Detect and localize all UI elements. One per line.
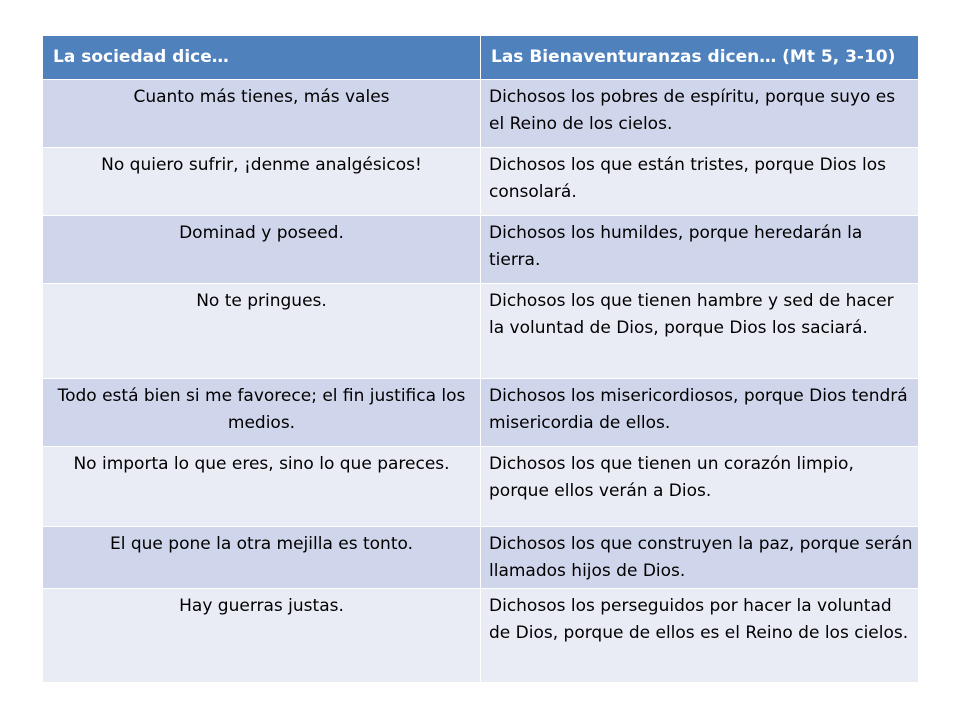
society-cell: No quiero sufrir, ¡denme analgésicos!	[43, 148, 481, 216]
table-row	[43, 148, 919, 216]
society-cell: No te pringues.	[43, 284, 481, 379]
table-row	[43, 589, 919, 683]
beatitude-cell: Dichosos los pobres de espíritu, porque suyo es el Reino de los cielos.	[481, 80, 919, 148]
society-cell: Todo está bien si me favorece; el fin justifica los medios.	[43, 379, 481, 447]
beatitude-cell: Dichosos los que tienen un corazón limpio, porque ellos verán a Dios.	[481, 447, 919, 527]
society-cell: No importa lo que eres, sino lo que pareces.	[43, 447, 481, 527]
beatitude-cell: Dichosos los perseguidos por hacer la voluntad de Dios, porque de ellos es el Reino de los cielos.	[481, 589, 919, 683]
header-society: La sociedad dice…	[43, 36, 481, 80]
table-row	[43, 284, 919, 379]
society-cell: Cuanto más tienes, más vales	[43, 80, 481, 148]
table-row	[43, 379, 919, 447]
comparison-table	[42, 35, 919, 683]
beatitude-cell: Dichosos los humildes, porque heredarán la tierra.	[481, 216, 919, 284]
header-beatitudes: Las Bienaventuranzas dicen… (Mt 5, 3-10)	[481, 36, 919, 80]
table-header-row	[43, 36, 919, 80]
table-row	[43, 527, 919, 589]
table-row	[43, 80, 919, 148]
beatitude-cell: Dichosos los misericordiosos, porque Dios tendrá misericordia de ellos.	[481, 379, 919, 447]
society-cell: Hay guerras justas.	[43, 589, 481, 683]
beatitude-cell: Dichosos los que están tristes, porque Dios los consolará.	[481, 148, 919, 216]
table-row	[43, 447, 919, 527]
society-cell: Dominad y poseed.	[43, 216, 481, 284]
beatitude-cell: Dichosos los que construyen la paz, porque serán llamados hijos de Dios.	[481, 527, 919, 589]
society-cell: El que pone la otra mejilla es tonto.	[43, 527, 481, 589]
table-row	[43, 216, 919, 284]
beatitude-cell: Dichosos los que tienen hambre y sed de hacer la voluntad de Dios, porque Dios los saciará.	[481, 284, 919, 379]
